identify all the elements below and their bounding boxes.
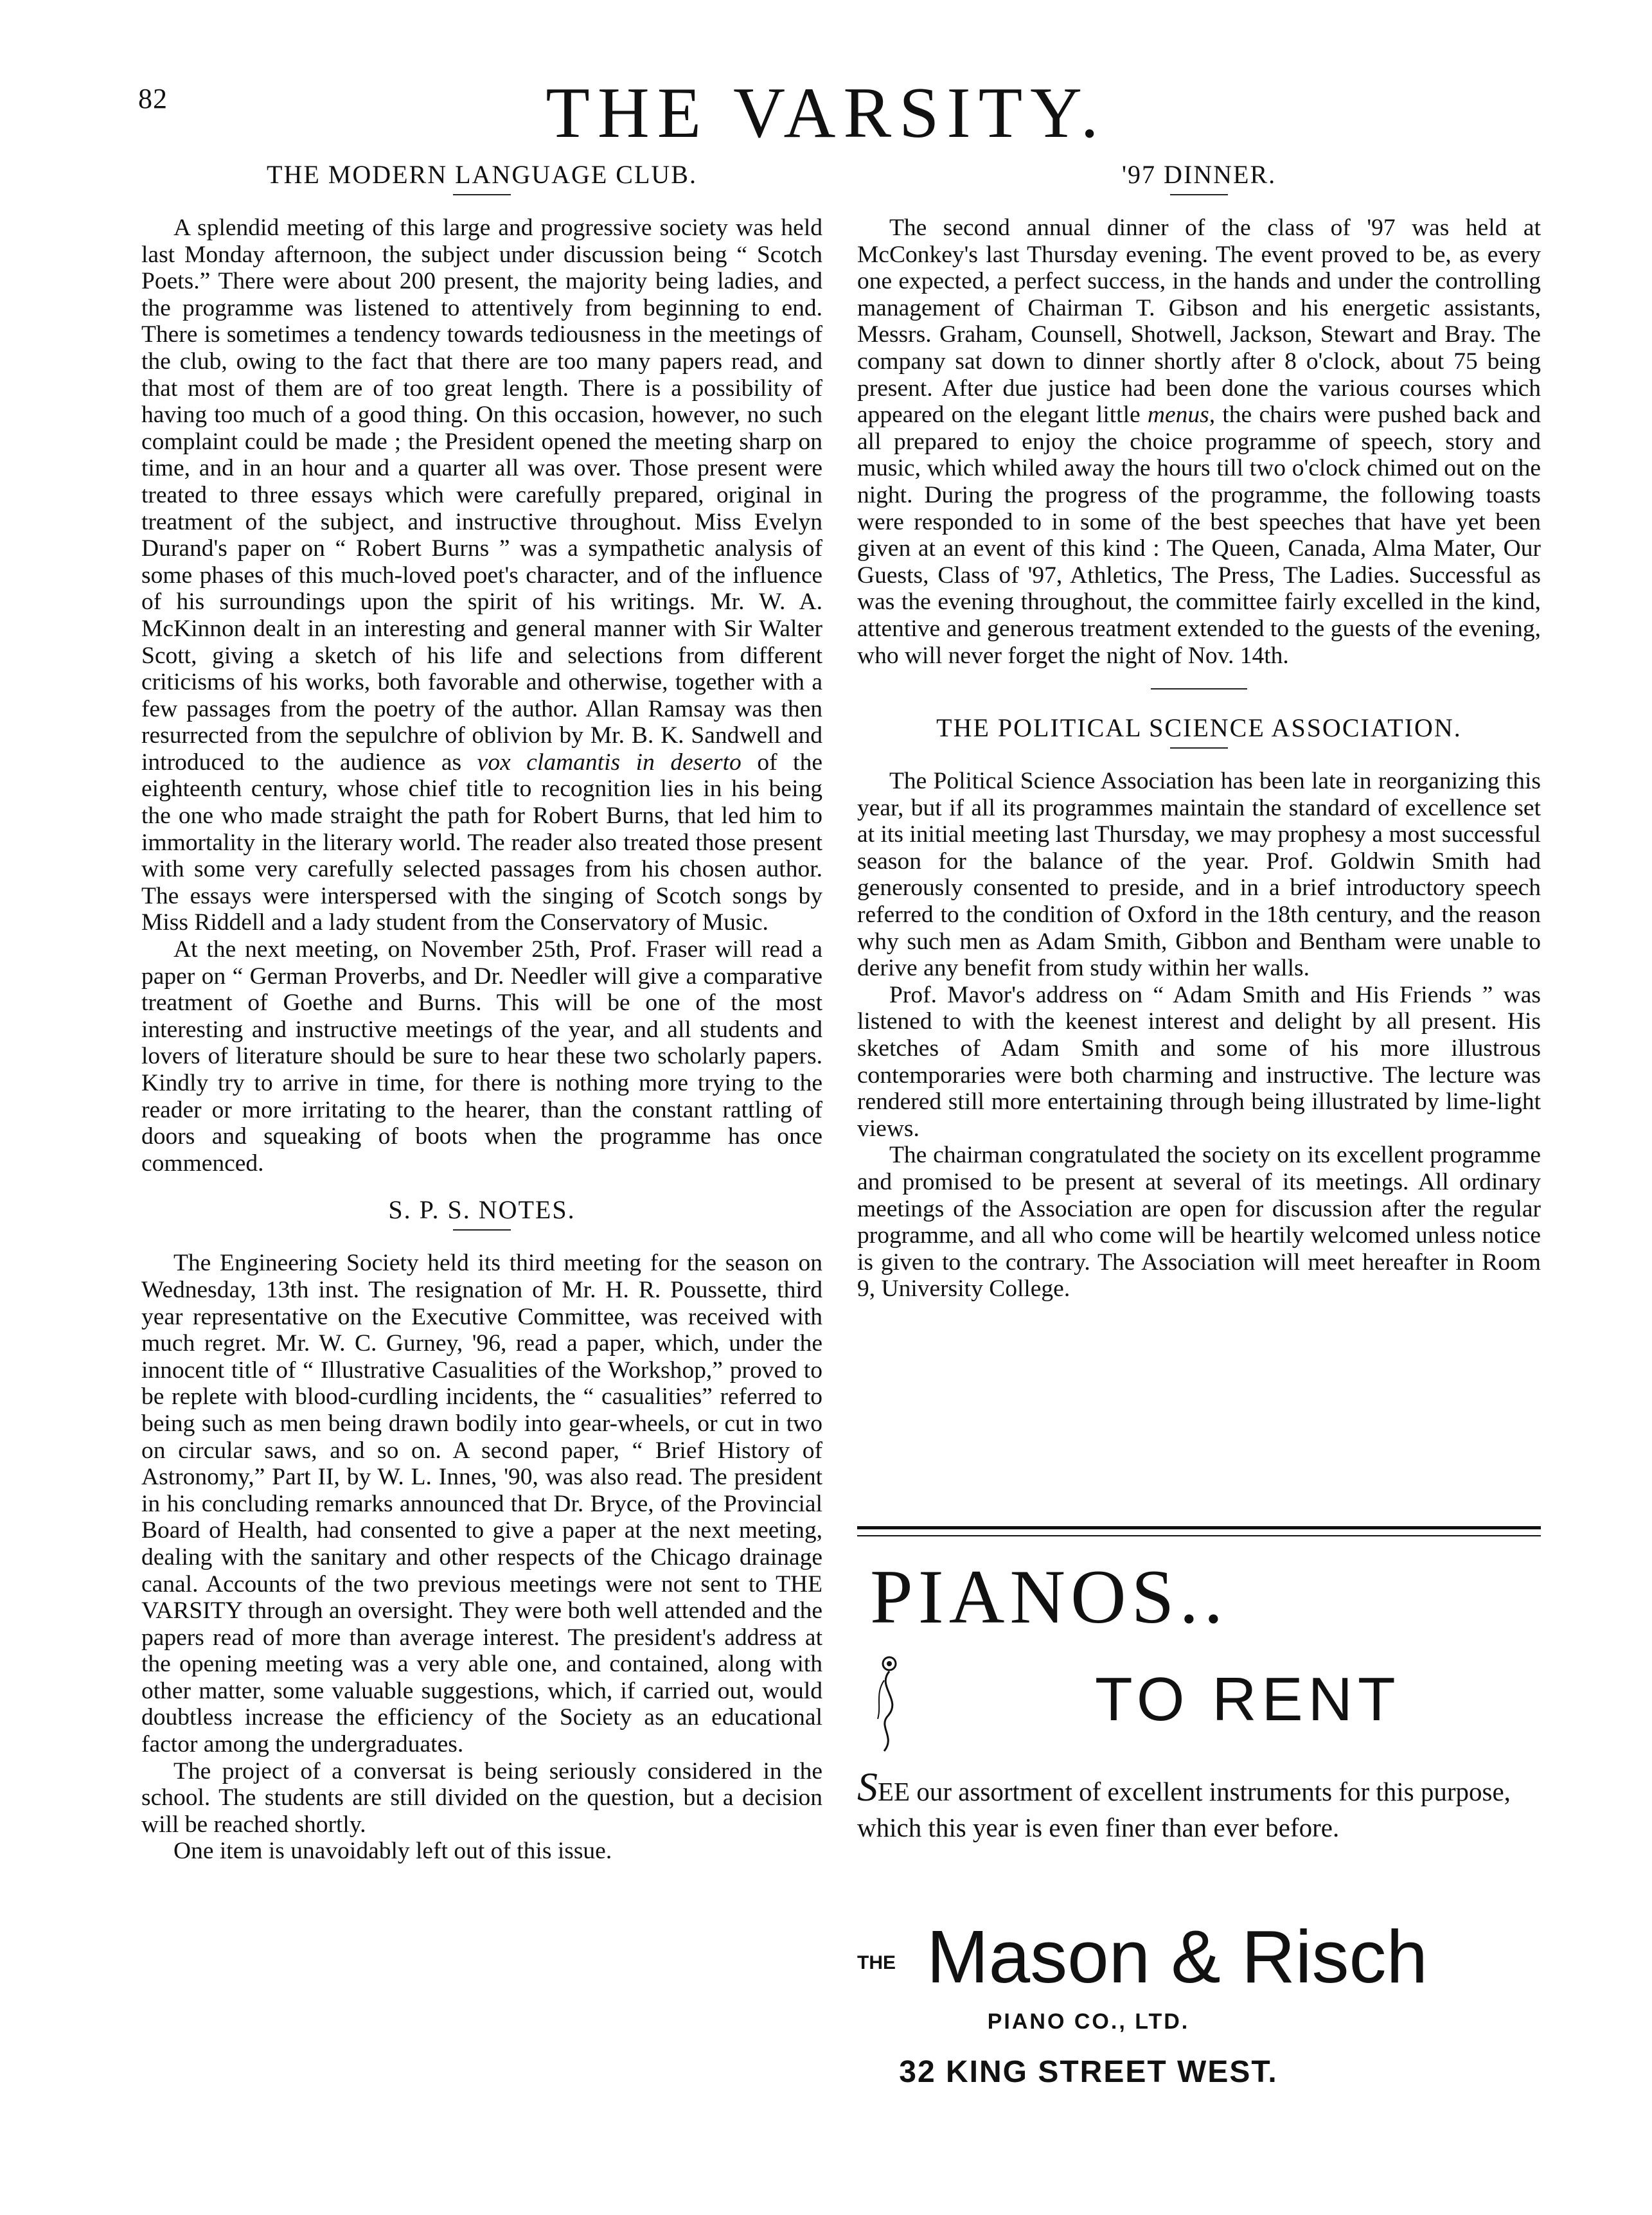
article-heading: S. P. S. NOTES.: [388, 1195, 576, 1225]
article-paragraph: A splendid meeting of this large and progressive society was held last Monday afternoon, the subject under discussion being “ Scotch Poets.” There were about 200 present, the majority being ladies, and the programme was listened to attentively from beginning to end. There is sometimes a tendency towards tediousness in the meetings of the club, owing to the fact that there are too many papers read, and that most of them are of too great length. There is a possibility of having too much of a good thing. On this occasion, however, no such complaint could be made ; the President opened the meeting sharp on time, and in an hour and a quarter all was over. Those present were treated to three essays which were carefully prepared, original in treatment of the subject, and instructive throughout. Miss Evelyn Durand's paper on “ Robert Burns ” was a sympathetic analysis of some phases of this much-loved poet's character, and of the influence of his surroundings upon the spirit of his writings. Mr. W. A. McKinnon dealt in an interesting and general manner with Sir Walter Scott, giving a sketch of his life and selections from different criticisms of his works, both favorable and otherwise, together with a few passages from the poetry of the author. Allan Ramsay was then resurrected from the sepulchre of oblivion by Mr. B. K. Sandwell and introduced to the audience as vox clamantis in deserto of the eighteenth century, whose chief title to recognition lies in his being the one who made straight the path for Robert Burns, that led him to immortality in the literary world. The reader also treated those present with some very carefully selected passages from his chosen author. The essays were interspersed with the singing of Scotch songs by Miss Riddell and a lady student from the Conservatory of Music.: [141, 215, 822, 936]
ad-company: PIANO CO., LTD.: [987, 2009, 1190, 2034]
article-heading: '97 DINNER.: [1121, 160, 1277, 189]
ad-subhead: TO RENT: [1095, 1665, 1401, 1734]
heading-rule: [453, 1229, 511, 1231]
article-paragraph: The Engineering Society held its third meeting for the season on Wednesday, 13th inst. The resignation of Mr. H. R. Poussette, third year representative on the Executive Committee, was received with much regret. Mr. W. C. Gurney, '96, read a paper, which, under the innocent title of “ Illustrative Casualities of the Workshop,” proved to be replete with blood-curdling incidents, the “ casualities” referred to being such as men being drawn bodily into gear-wheels, or cut in two on circular saws, and so on. A second paper, “ Brief History of Astronomy,” Part II, by W. L. Innes, '90, was also read. The president in his concluding remarks announced that Dr. Bryce, of the Provincial Board of Health, had consented to give a paper at the next meeting, dealing with the sanitary and other respects of the Chicago drainage canal. Accounts of the two previous meetings were not sent to THE VARSITY through an oversight. They were both well attended and the papers read of more than average interest. The president's address at the opening meeting was a very able one, and contained, along with other matter, some valuable suggestions, which, if carried out, would doubtless increase the efficiency of the Society as an educational factor among the undergraduates.: [141, 1250, 822, 1758]
article-paragraph: The project of a conversat is being seriously considered in the school. The students are still divided on the question, but a decision will be reached shortly.: [141, 1757, 822, 1838]
article-paragraph: The second annual dinner of the class of '97 was held at McConkey's last Thursday evening. The event proved to be, as every one expected, a perfect success, in the hands and under the controlling management of Chairman T. Gibson and his energetic assistants, Messrs. Graham, Counsell, Shotwell, Jackson, Stewart and Bray. The company sat down to dinner shortly after 8 o'clock, about 75 being present. After due justice had been done the various courses which appeared on the elegant little menus, the chairs were pushed back and all prepared to enjoy the choice programme of speech, story and music, which whiled away the hours till two o'clock chimed out on the night. During the progress of the programme, the following toasts were responded to in some of the best speeches that have yet been given at an event of this kind : The Queen, Canada, Alma Mater, Our Guests, Class of '97, Athletics, The Press, The Ladies. Successful as was the evening throughout, the committee fairly excelled in the kind, attentive and generous treatment extended to the guests of the evening, who will never forget the night of Nov. 14th.: [857, 215, 1541, 669]
drop-cap: S: [857, 1764, 878, 1810]
article-paragraph: At the next meeting, on November 25th, Prof. Fraser will read a paper on “ German Proverbs, and Dr. Needler will give a comparative treatment of Goethe and Burns. This will be one of the most interesting and instructive meetings of the year, and all students and lovers of literature should be sure to hear these two scholarly papers. Kindly try to arrive in time, for there is nothing more trying to the reader or more irritating to the hearer, than the constant rattling of doors and squeaking of boots when the programme has once commenced.: [141, 936, 822, 1177]
ad-headline: PIANOS..: [870, 1554, 1229, 1639]
article-97-dinner: [857, 159, 1541, 669]
article-political-science: [857, 713, 1541, 1303]
article-modern-language-club: [141, 159, 822, 1177]
masthead-title: THE VARSITY.: [546, 73, 1106, 153]
ad-address: 32 KING STREET WEST.: [899, 2055, 1278, 2089]
italic-word: menus,: [1147, 402, 1216, 429]
article-heading: THE POLITICAL SCIENCE ASSOCIATION.: [936, 713, 1462, 743]
page-number: 82: [138, 83, 168, 114]
article-paragraph: The Political Science Association has been late in reorganizing this year, but if all its programmes maintain the standard of excellence set at its initial meeting last Thursday, we may prophesy a most successful season for the balance of the year. Prof. Goldwin Smith had generously consented to preside, and in a brief introductory speech referred to the condition of Oxford in the 18th century, and the reason why such men as Adam Smith, Gibbon and Bentham were unable to derive any benefit from study within her walls.: [857, 768, 1541, 982]
ad-the-label: THE: [857, 1952, 896, 1973]
heading-rule: [1170, 747, 1228, 749]
ad-maker-name: Mason & Risch: [927, 1915, 1428, 1998]
left-column: [141, 159, 822, 1865]
heading-rule: [1170, 194, 1228, 195]
heading-rule: [453, 194, 511, 195]
ad-body-text: SEE our assortment of excellent instruments for this purpose, which this year is even finer than ever before.: [857, 1764, 1511, 1842]
article-paragraph: One item is unavoidably left out of this issue.: [173, 1838, 612, 1865]
article-paragraph: Prof. Mavor's address on “ Adam Smith and His Friends ” was listened to with the keenest interest and delight by all present. His sketches of Adam Smith and some of his more illustrous contemporaries were both charming and instructive. The lecture was rendered still more entertaining through being illustrated by lime-light views.: [857, 981, 1541, 1142]
ad-top-rule-thin: [857, 1535, 1541, 1536]
piano-advertisement: [857, 1526, 1541, 2104]
article-sps-notes: [141, 1195, 822, 1865]
ad-maker-row: [857, 1915, 1541, 1998]
section-divider: [1151, 688, 1247, 689]
ad-top-rule: [857, 1526, 1541, 1529]
scroll-ornament-icon: [870, 1655, 909, 1757]
right-column: [857, 159, 1541, 1303]
article-paragraph: The chairman congratulated the society on its excellent programme and promised to be present at several of its meetings. All ordinary meetings of the Association are open for discussion after the regular programme, and all who come will be heartily welcomed unless notice is given to the contrary. The Association will meet hereafter in Room 9, University College.: [857, 1142, 1541, 1303]
latin-phrase: vox clamantis in deserto: [477, 749, 742, 776]
article-heading: THE MODERN LANGUAGE CLUB.: [267, 160, 697, 189]
